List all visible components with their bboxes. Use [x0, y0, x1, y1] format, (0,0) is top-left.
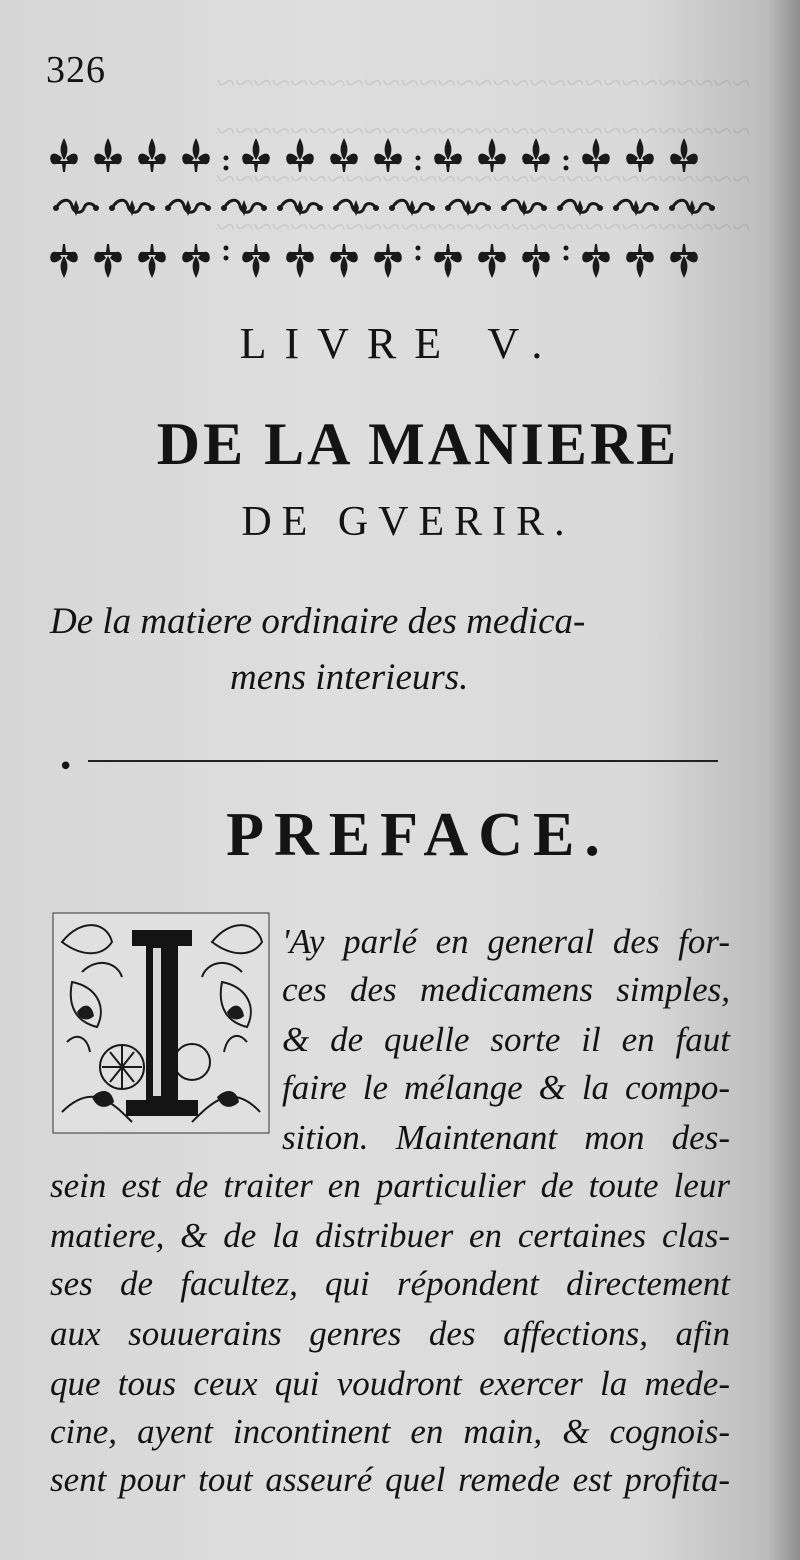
- subtitle-line-1: De la matiere ordinaire des medica-: [50, 601, 586, 642]
- decorated-initial-drop-cap: [52, 912, 270, 1134]
- rule-dot: •: [58, 752, 74, 782]
- body-line: 'Ay parlé en general des for-: [282, 922, 730, 961]
- body-line: ses de facultez, qui répondent directement: [50, 1264, 730, 1303]
- body-line: faire le mélange & la compo-: [282, 1068, 730, 1107]
- book-number-heading: LIVRE V.: [239, 319, 561, 368]
- subtitle-line-2: mens interieurs.: [230, 657, 469, 698]
- chapter-title-line-2: DE GVERIR.: [241, 499, 575, 545]
- body-line: ces des medicamens simples,: [282, 970, 730, 1009]
- show-through-texture: ~~~~~~~~~~~~~~~~~~~~~~~~~~~~~ ~~~~~~~~~~~~~~~~~~~~~~~~~~~~~ ~~~~~~~~~~~~~~~~~~~~~~~~~~~~~ ~~~~~~~~~~~~~~~~~~~~~~~~~~~~~: [216, 65, 750, 246]
- body-line: sent pour tout asseuré quel remede est profita-: [50, 1460, 730, 1499]
- body-line: sition. Maintenant mon des-: [282, 1118, 730, 1157]
- section-title: PREFACE.: [226, 801, 610, 869]
- horizontal-rule: [88, 760, 718, 762]
- body-line: sein est de traiter en particulier de toute leur: [50, 1166, 730, 1205]
- body-line: que tous ceux qui voudront exercer la mede-: [50, 1364, 730, 1403]
- body-line: aux souuerains genres des affections, afin: [50, 1314, 730, 1353]
- fleur-de-lis-ornament: [50, 120, 722, 292]
- body-line: matiere, & de la distribuer en certaines clas-: [50, 1216, 730, 1255]
- chapter-title-line-1: DE LA MANIERE: [156, 411, 680, 477]
- page-number: 326: [46, 49, 106, 91]
- body-line: cine, ayent incontinent en main, & cognois-: [50, 1412, 730, 1451]
- body-line: & de quelle sorte il en faut: [282, 1020, 730, 1059]
